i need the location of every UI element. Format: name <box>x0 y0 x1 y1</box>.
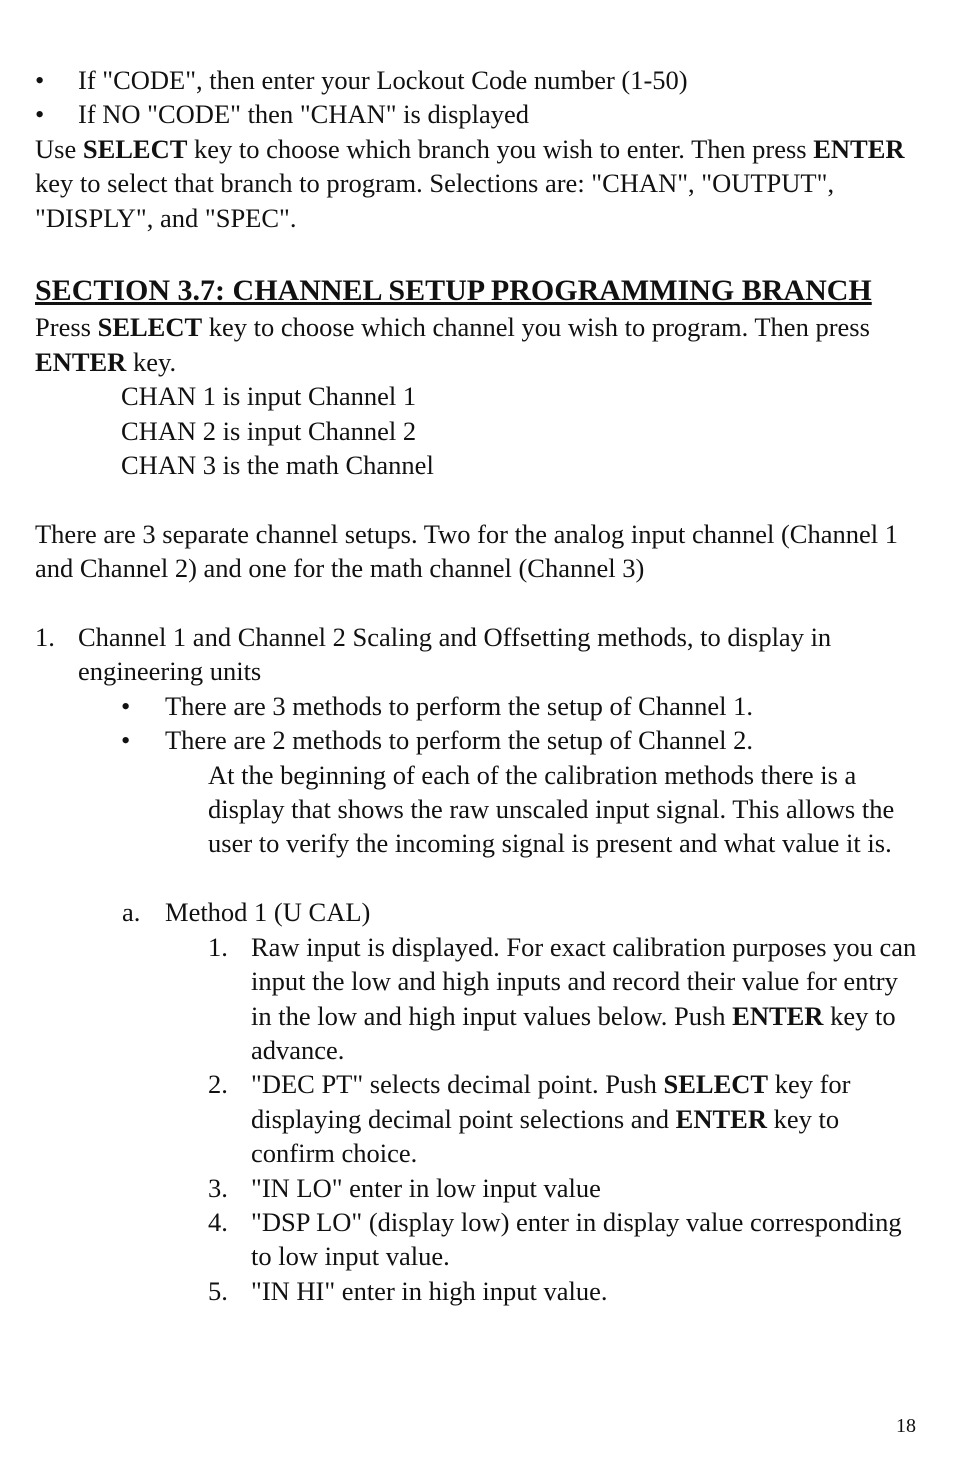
bullet-icon: • <box>35 65 45 95</box>
paragraph-branch-select: Use SELECT key to choose which branch you wish to enter. Then press ENTER key to select that branch to program. Selections are: "CHAN", "OUTPUT", "DISPLY", and "SPEC". <box>35 133 905 233</box>
key-enter: ENTER <box>675 1103 767 1134</box>
bullet-text: If "CODE", then enter your Lockout Code number (1-50) <box>78 65 688 95</box>
bullet-icon: • <box>121 725 131 756</box>
bullet-item <box>35 97 920 131</box>
page-number: 18 <box>896 1415 916 1437</box>
step-item: 3. "IN LO" enter in low input value <box>35 1171 920 1205</box>
method-item <box>35 895 920 929</box>
step-item: 4. "DSP LO" (display low) enter in display value corresponding to low input value. <box>208 1206 902 1272</box>
bullet-item <box>121 723 920 757</box>
key-select: SELECT <box>97 312 203 343</box>
step-item: 5. "IN HI" enter in high input value. <box>35 1274 920 1308</box>
bullet-text: There are 3 methods to perform the setup of Channel 1. <box>165 690 753 721</box>
item-text: Channel 1 and Channel 2 Scaling and Offsetting methods, to display in engineering units <box>78 622 832 687</box>
bullet-icon: • <box>121 690 131 721</box>
bullet-text: If NO "CODE" then "CHAN" is displayed <box>78 99 530 130</box>
spacer <box>35 586 920 620</box>
paragraph-channel-setups: There are 3 separate channel setups. Two for the analog input channel (Channel 1 and Channel 2) and one for the math channel (Channel 3) <box>35 518 898 584</box>
key-enter: ENTER <box>732 1000 824 1031</box>
section-heading: SECTION 3.7: CHANNEL SETUP PROGRAMMING BRANCH <box>35 274 872 308</box>
key-select: SELECT <box>663 1069 769 1100</box>
bullet-item <box>35 63 920 97</box>
spacer <box>35 861 920 895</box>
key-enter: ENTER <box>813 133 905 164</box>
step-list <box>35 930 920 1308</box>
channel-line: CHAN 3 is the math Channel <box>121 450 434 481</box>
channel-line: CHAN 1 is input Channel 1 <box>121 381 417 412</box>
method-title: Method 1 (U CAL) <box>165 897 371 928</box>
step-item: 1. Raw input is displayed. For exact calibration purposes you can input the low and high inputs and record their value for entry in the low and high input values below. Push ENTER key to advance. <box>208 931 917 1065</box>
bullet-icon: • <box>35 99 45 130</box>
step-number: 1. <box>208 931 228 962</box>
bullet-item <box>121 689 920 723</box>
document-page <box>35 63 920 1308</box>
key-enter: ENTER <box>35 346 127 377</box>
bullet-text: There are 2 methods to perform the setup of Channel 2. <box>165 725 753 756</box>
calibration-note: At the beginning of each of the calibration methods there is a display that shows the raw unscaled input signal. This allows the user to verify the incoming signal is present and what value it is. <box>208 759 895 859</box>
key-select: SELECT <box>82 133 188 164</box>
step-number: 4. <box>208 1206 228 1237</box>
step-number: 3. <box>208 1172 228 1203</box>
step-item: 2. "DEC PT" selects decimal point. Push SELECT key for displaying decimal point selections and ENTER key to confirm choice. <box>208 1069 851 1169</box>
numbered-item <box>35 620 920 689</box>
spacer <box>35 482 920 516</box>
spacer <box>35 235 920 269</box>
step-number: 2. <box>208 1069 228 1100</box>
paragraph-channel-select: Press SELECT key to choose which channel you wish to program. Then press ENTER key. <box>35 312 870 377</box>
method-letter: a. <box>122 897 141 928</box>
channel-line: CHAN 2 is input Channel 2 <box>121 415 417 446</box>
item-number: 1. <box>35 622 55 653</box>
sub-bullet-list <box>35 689 920 758</box>
step-number: 5. <box>208 1275 228 1306</box>
